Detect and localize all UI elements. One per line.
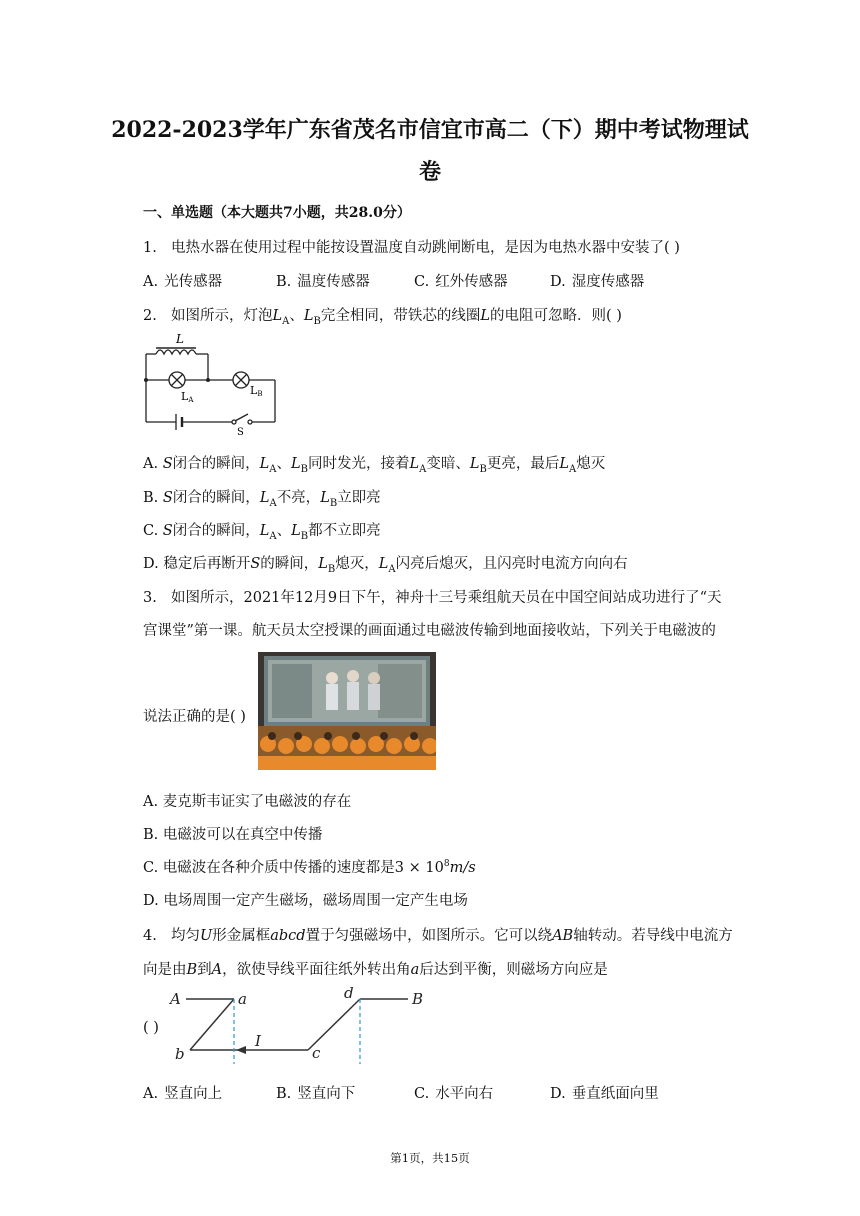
- frame-diagram: [168, 984, 432, 1064]
- svg-text:I: I: [255, 1032, 261, 1050]
- page-footer: 第1页，共15页: [390, 1151, 470, 1165]
- q3-option-a: A. 麦克斯韦证实了电磁波的存在: [143, 794, 352, 810]
- question-3: 3. 如图所示，2021年12月9日下午，神舟十三号乘组航天员在中国空间站成功进行了“天: [143, 590, 722, 606]
- svg-text:LA: LA: [181, 390, 194, 404]
- question-number: 1.: [143, 240, 157, 256]
- q2-option-b: B. S闭合的瞬间，$L_A$不亮，$L_B$立即亮: [143, 490, 381, 509]
- page-title-line2: 卷: [418, 159, 441, 185]
- q2-option-a: A. S闭合的瞬间，$L_A$、$L_B$同时发光，接着$L_A$变暗、$L_B$更亮，最后$L_A$熄灭: [143, 456, 606, 475]
- section-heading: 一、单选题（本大题共7小题，共28.0分）: [143, 205, 411, 221]
- circuit-diagram: [138, 332, 284, 436]
- q3-option-c: C. 电磁波在各种介质中传播的速度都是$3 \times 10^8m/s$: [143, 859, 476, 876]
- switch-label: S: [237, 427, 244, 436]
- svg-text:B: B: [412, 990, 424, 1008]
- q4-option-b: B. 竖直向下: [276, 1086, 356, 1102]
- q1-option-b: B. 温度传感器: [276, 274, 370, 290]
- question-3-line2: 宫课堂”第一课。航天员太空授课的画面通过电磁波传输到地面接收站，下列关于电磁波的: [143, 623, 716, 639]
- svg-text:d: d: [344, 984, 354, 1002]
- q3-option-b: B. 电磁波可以在真空中传播: [143, 827, 323, 843]
- svg-text:b: b: [175, 1045, 185, 1063]
- q4-option-c: C. 水平向右: [414, 1086, 494, 1102]
- q4-option-d: D. 垂直纸面向里: [550, 1086, 659, 1102]
- svg-text:A: A: [170, 990, 181, 1008]
- classroom-photo: [258, 652, 436, 770]
- q1-option-c: C. 红外传感器: [414, 274, 508, 290]
- question-3-line3: 说法正确的是( ): [143, 709, 246, 725]
- question-text: 电热水器在使用过程中能按设置温度自动跳闸断电，是因为电热水器中安装了( ): [171, 240, 680, 256]
- q3-option-d: D. 电场周围一定产生磁场，磁场周围一定产生电场: [143, 893, 468, 909]
- page-title-line1: 2022-2023学年广东省茂名市信宜市高二（下）期中考试物理试: [111, 117, 749, 143]
- q1-option-a: A. 光传感器: [143, 274, 223, 290]
- svg-text:c: c: [312, 1044, 321, 1062]
- q4-option-a: A. 竖直向上: [143, 1086, 223, 1102]
- question-4: 4. 均匀U形金属框abcd置于匀强磁场中，如图所示。它可以绕AB轴转动。若导线中电流方: [143, 928, 733, 944]
- coil-label: L: [176, 332, 184, 346]
- q1-option-d: D. 湿度传感器: [550, 274, 645, 290]
- svg-text:a: a: [238, 990, 247, 1008]
- question-2: 2. 如图所示，灯泡$L_A$、$L_B$完全相同，带铁芯的线圈L的电阻可忽略．则( ): [143, 308, 622, 327]
- svg-text:LB: LB: [250, 384, 263, 398]
- question-4-line2: 向是由B到A，欲使导线平面往纸外转出角a后达到平衡，则磁场方向应是: [143, 962, 608, 978]
- q2-option-d: D. 稳定后再断开S的瞬间，$L_B$熄灭，$L_A$闪亮后熄灭，且闪亮时电流方向向右: [143, 556, 628, 575]
- question-1: [143, 236, 680, 257]
- question-4-line3: ( ): [143, 1020, 159, 1036]
- q2-option-c: C. S闭合的瞬间，$L_A$、$L_B$都不立即亮: [143, 523, 381, 542]
